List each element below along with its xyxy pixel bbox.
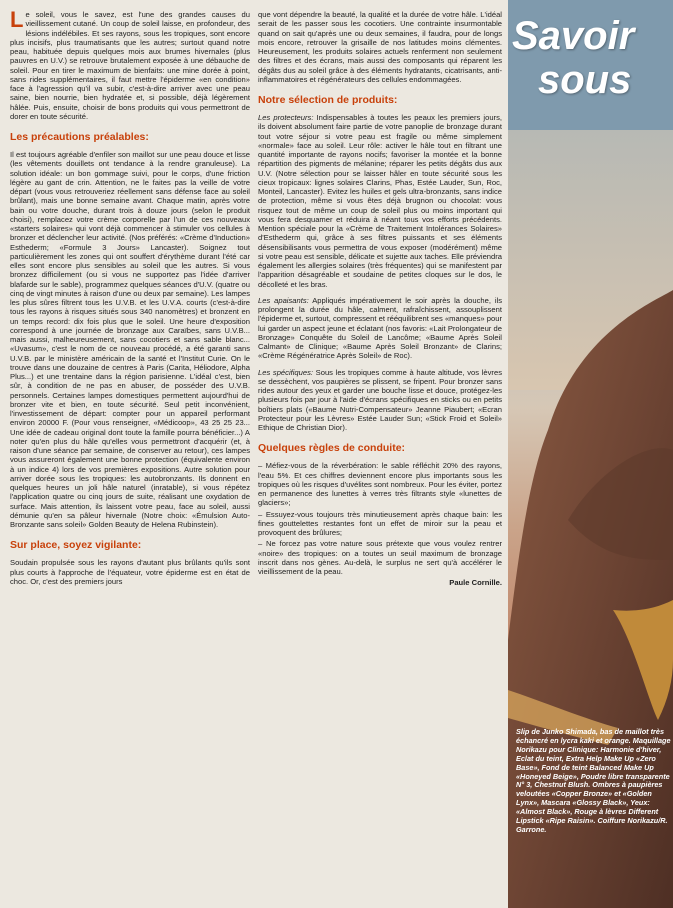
rule-3: – Ne forcez pas votre nature sous prétexte que vous voulez rentrer «noire» des tropiques: on a toutes un seuil maximum de bronzage inscrit dans nos gènes. Au-delà, le surplus ne sert qu'à accélérer le vieillissement de la peau. (258, 539, 502, 576)
text-specifiques: Sous les tropiques comme à haute altitude, vos lèvres se dessèchent, vos paupières se plissent, se fripent. Pour bronzer sans rides autour des yeux et garder une bouche lisse et douce, protégez-les plusieurs fois par jour à l'aide d'écrans spécifiques en sticks ou en petits boîtiers plats («Baume Nutri-Compensateur» Jeanne Piaubert; «Ecran Protecteur pour les Lèvres» Estée Lauder Sun; «Stick Froid et Soleil» Ethique de Christian Dior). (258, 367, 502, 432)
heading-sur-place: Sur place, soyez vigilante: (10, 539, 142, 552)
intro-text: e soleil, vous le savez, est l'une des grandes causes du vieillissement cutané. Un coup de soleil laisse, en profondeur, des lésions indélébiles. Et ses rayons, sous les tropiques, sont encore plus incisifs, plus traumatisants que les autres; surtout quand notre peau, habituée depuis quelques mois aux brumes hivernales (plus pauvres en U.V.) se retrouve brutalement exposée à une débauche de soleil. Pour en tirer le maximum de bienfaits: une mine dorée à point, sans rides supplémentaires, il faut mettre l'épiderme «en condition» face à l'agression qu'il va subir, c'est-à-dire arriver avec une peau saine, bien nourrie, bien hydratée et, si possible, déjà légèrement hâlée. Puis, ensuite, choisir de bons produits qui vous permettront de dorer en toute sécurité. (10, 10, 250, 121)
text-protecteurs: Indispensables à toutes les peaux les premiers jours, ils doivent absolument faire partie de votre panoplie de bronzage durant tout votre séjour si votre peau est fragile ou même simplement «normale» face au soleil. Leur rôle: activer le hâle tout en filtrant une quantité importante de rayons nocifs; favoriser la montée et la bonne répartition des pigments de mélanine; réparer les petits dégâts dus aux U.V. (Notre sélection pour se laisser hâler en toute sécurité sous les cieux tropicaux: lignes solaires Clarins, Phas, Estée Lauder, Sun, Roc, Monteil, Lancaster). Evitez les huiles et gels ultra-bronzants, sans indice de protection, même si vous êtes déjà brugnon ou chocolat: vous risquez tout de même un coup de soleil plus ou moins important qui vous fera desquamer et réduira à néant tous vos efforts précédents. Mention spéciale pour la «Crème de Traitement Intolérances Solaires» d'Esthederm qui, grâce à ses filtres puissants et ses éléments désensibilisants vous permettra de vous exposer (modérément) même si votre peau est sensible, délicate et sujette aux taches. Elle préviendra également les allergies solaires (très fréquentes) qui se manifestent par l'apparition désagréable et soudaine de petites cloques sur le dos, le décolleté et les bras. (258, 113, 502, 289)
author-signature: Paule Cornille. (449, 578, 502, 588)
heading-selection: Notre sélection de produits: (258, 94, 398, 106)
lead-specifiques: Les spécifiques: (258, 367, 314, 377)
article-title (512, 14, 634, 102)
text-column-2 (258, 10, 502, 588)
paragraph-precautions: Il est toujours agréable d'enfiler son maillot sur une peau douce et lisse (les vêtements douillets ont tendance à la rendre granuleuse). La solution idéale: un bon gommage suivi, pour le corps, d'une friction légère au gant de crin. Attention, ne le faites pas la veille de votre départ (vous vous retrouveriez réellement sans défense face au soleil brûlant), mais une bonne semaine avant. Chaque matin, après votre bain ou votre douche, durant trois à douze jours (selon le produit choisi), remplacez votre crème corporelle par l'un de ces nouveaux «starters solaires» qui vont déjà commencer à stimuler vos cellules à bronzer et déclencher leur activité. (Nos préférés: «Crème d'Induction» Esthederm; «Formule 3 Jours» Lancaster). Soignez tout particulièrement les zones qui ont souffert d'érythème durant l'été car elles sont encore plus sensibles au soleil que les autres. Si vous bronzez difficilement (ou si vous ne supportez pas l'idée d'arriver blafarde sur le sable), programmez quelques séances d'U.V. (quatre ou cinq de vingt minutes à raison d'une ou deux par semaine). Les lampes les plus sûres filtrent tous les U.V.B. et les U.V.A. courts (c'est-à-dire tous les rayons à risques situés sous 340 nanomètres) et bronzent en un temps record: dix fois plus que le soleil. Une heure d'exposition correspond à une journée de bronzage aux Caraïbes, sans U.V.B... mais aussi, malheureusement, sans cocotiers et sans sable blanc... «Uvasum», c'est le nom de ce nouveau procédé, a été garanti sans U.V.B. par le ministère américain de la santé et l'Institut Curie. On le trouve dans une douzaine de centres à Paris (Carita, Héliodore, Alpha Plus...) et une trentaine dans la région parisienne. L'idéal c'est, bien sûr, à condition de ne pas en abuser, de posséder des U.V.B. personnels. Certaines lampes domestiques permettent aujourd'hui de bronzer vite et bien, en toute sécurité. Seul petit inconvénient, l'investissement de départ: compter pour un appareil performant environ 20000 F. (Pour vous renseigner, «Médicoop», 43 25 25 23... Une idée de cadeau original dont toute la famille pourra bénéficier...) A noter qu'en plus du hâle qu'elles vous permettront d'acquérir (et, à raison d'une séance par semaine, de conserver au retour), ces lampes vous assureront également une bonne protection (équivalente environ à un indice 4) lors de vos premières expositions. Autre solution pour arriver dorée sous les tropiques: les autobronzants. Ils donnent en quelques heures un joli hâle naturel (inratable), si vous répétez l'application quatre ou cinq jours de suite, réalisant une oxydation de surface. Mais attention, ils laissent votre peau, face au soleil, aussi démunie qu'en sa pâleur hivernale (Notre choix: «Émulsion Auto-Bronzante sans soleil» Golden Beauty de Helena Rubinstein). (10, 150, 250, 529)
paragraph-protecteurs (258, 113, 502, 289)
intro-paragraph (10, 7, 250, 121)
title-line-2: sous (538, 58, 632, 102)
photo-caption: Slip de Junko Shimada, bas de maillot très échancré en lycra kaki et orange. Maquillage Norikazu pour Clinique: Harmonie d'hiver, Eclat du teint, Extra Help Make Up «Zero Base», Fond de teint Balanced Make Up «Honeyed Beige», Poudre libre transparente N° 3, Chestnut Blush. Ombres à paupières veloutées «Copper Bronze» et «Golden Lynx», Mascara «Glossy Black», Yeux: «Almost Black», Rouge à lèvres Different Lipstick «Ripe Raisin». Coiffure Norikazu/R. Garrone. (516, 727, 671, 834)
paragraph-continuation: que vont dépendre la beauté, la qualité et la durée de votre hâle. L'idéal serait de les passer sous les cocotiers. Une contrainte insurmontable quand on sait qu'après une ou deux semaines, il faudra, pour de longs mois encore, retrouver la grisaille de nos latitudes moins clémentes. Heureusement, les produits solaires actuels renferment non seulement des filtres et des écrans, mais aussi des composants qui réparent les dégâts dus au soleil grâce à des éléments hydratants, cicatrisants, anti-inflammatoires et régénérateurs des cellules endommagées. (258, 10, 502, 84)
text-column-1 (10, 7, 250, 593)
lead-apaisants: Les apaisants: (258, 295, 309, 305)
rule-2: – Essuyez-vous toujours très minutieusement après chaque bain: les fines gouttelettes restantes font un effet de miroir sur la peau et provoquent des brûlures; (258, 509, 502, 537)
paragraph-sur-place: Soudain propulsée sous les rayons d'autant plus brûlants qu'ils sont plus courts à l'approche de l'équateur, votre épiderme est en état de choc. Or, c'est des premiers jours (10, 558, 250, 586)
heading-regles: Quelques règles de conduite: (258, 442, 406, 455)
lead-protecteurs: Les protecteurs: (258, 113, 314, 122)
rule-1: – Méfiez-vous de la réverbération: le sable réfléchit 20% des rayons, l'eau 5%. Et ces chiffres deviennent encore plus importants sous les tropiques où les risques d'uvélites sont nombreux. Pour les éviter, portez en permanence des lunettes à verres très filtrants style «lunettes de glaciers»; (258, 461, 502, 508)
heading-precautions: Les précautions préalables: (10, 131, 149, 143)
paragraph-specifiques (258, 368, 502, 433)
paragraph-apaisants (258, 296, 502, 361)
text-apaisants: Appliqués impérativement le soir après la douche, ils prolongent la durée du hâle, calment, rafraîchissent, assouplissent l'épiderme et, surtout, compressent et rééquilibrent ses «manques» pour lui garder un aspect jeune et éclatant (nos favoris: «Lait Prolongateur de Bronzage» Conquête du Soleil de Lancôme; «Baume Après Soleil Calmant» de Clinique; «Baume Après Soleil Bronzant» de Clarins; «Crème Régénératrice Après Soleil» de Roc). (258, 295, 502, 361)
drop-cap: L (10, 7, 24, 32)
title-line-1: Savoir (512, 14, 635, 58)
